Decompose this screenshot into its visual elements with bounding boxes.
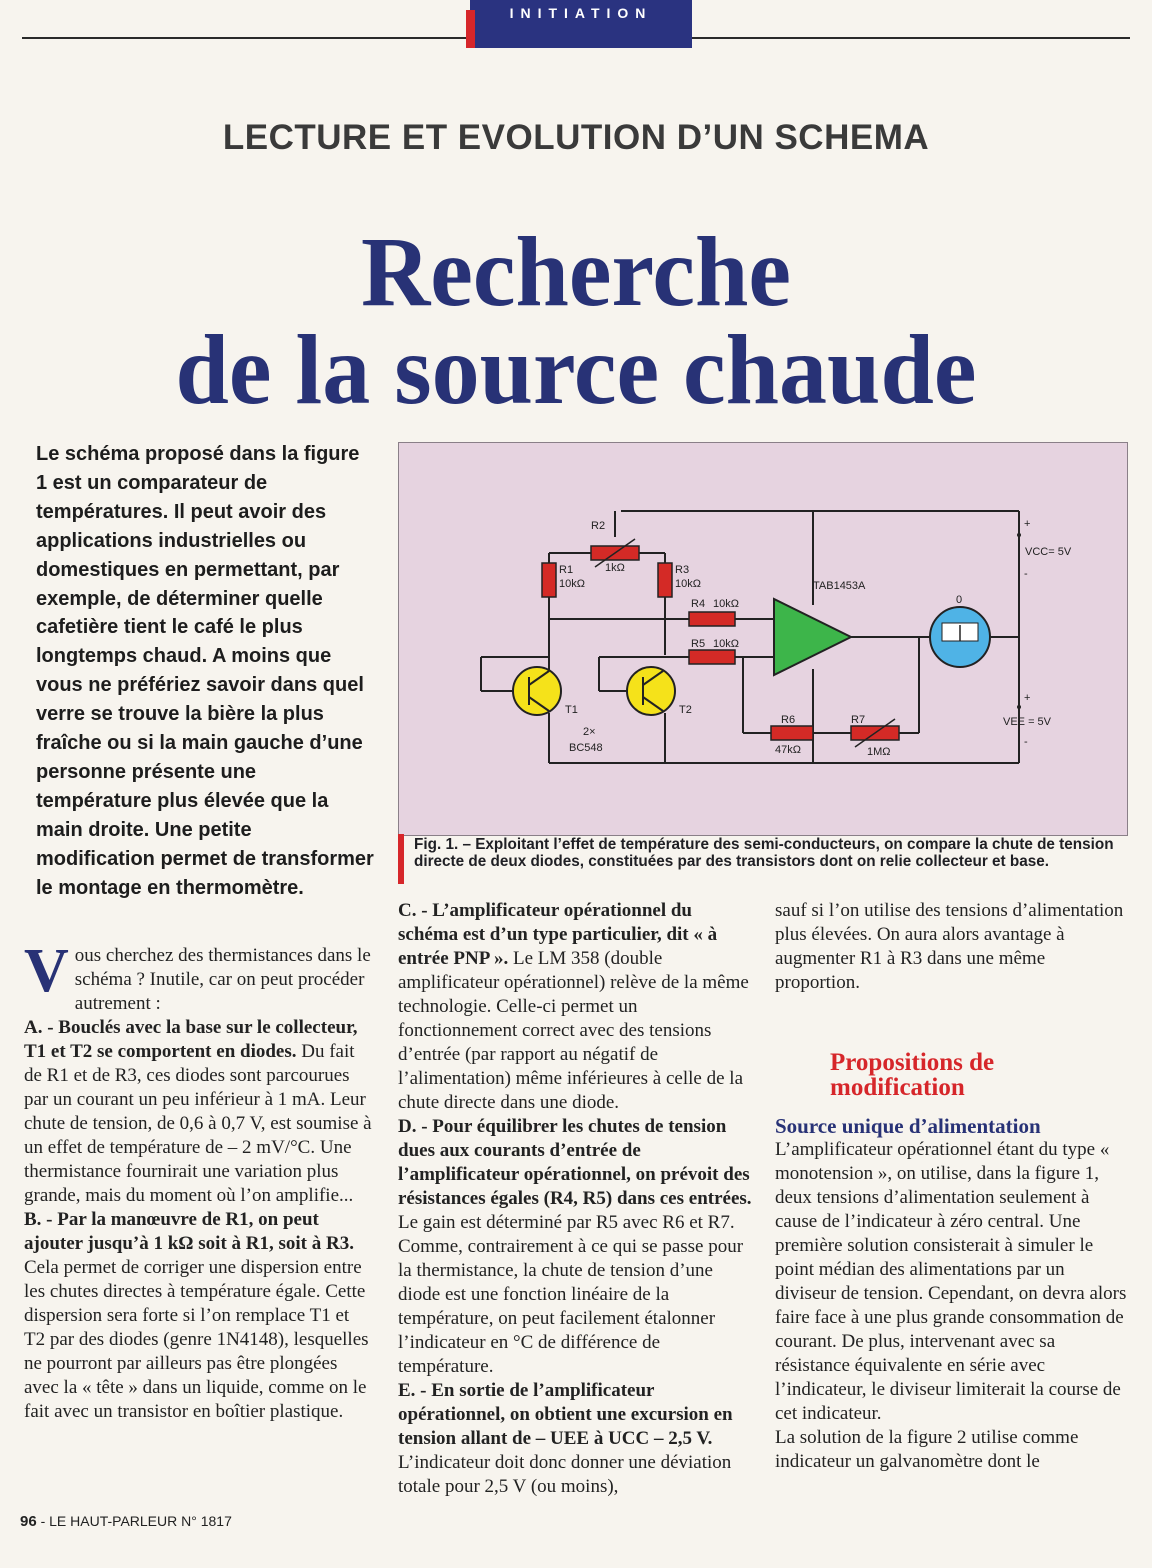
label-opamp: TAB1453A: [813, 580, 866, 592]
label-r3-value: 10kΩ: [675, 578, 701, 590]
col2-c-heading: C. - L’amplificateur opérationnel du schéma est d’un type particulier, dit « à entrée PNP ».: [398, 900, 718, 969]
col1-b-heading: B. - Par la manœuvre de R1, on peut ajouter jusqu’à 1 kΩ soit à R1, soit à R3.: [24, 1209, 354, 1254]
label-r7-value: 1MΩ: [867, 746, 891, 758]
col1-a-heading: A. - Bouclés avec la base sur le collecteur, T1 et T2 se comportent en diodes.: [24, 1017, 358, 1062]
col2-e-text: L’indicateur doit donc donner une déviation totale pour 2,5 V (ou moins),: [398, 1452, 732, 1497]
resistor-r3: [658, 563, 672, 597]
opamp: [774, 599, 851, 675]
page-footer: [20, 1513, 232, 1530]
col3-paragraph-1: sauf si l’on utilise des tensions d’alimentation plus élevées. On aura alors avantage à augmenter R1 à R3 dans une même proportion.: [775, 900, 1124, 993]
column-3: [775, 899, 1129, 995]
figure-1-caption: Fig. 1. – Exploitant l’effet de température des semi-conducteurs, on compare la chute de tension directe de deux diodes, constituées par des transistors dont on relie collecteur et base.: [414, 836, 1114, 870]
title-line-2: de la source chaude: [175, 314, 977, 425]
section-tab-accent: [475, 37, 692, 48]
resistor-r1: [542, 563, 556, 597]
magazine-name: - LE HAUT-PARLEUR N° 1817: [36, 1513, 232, 1529]
label-transistor-qty: 2×: [583, 726, 596, 738]
label-r2: R2: [591, 520, 606, 532]
circuit-diagram: [399, 443, 1127, 835]
label-vee-plus: +: [1024, 692, 1031, 704]
label-vee: VEE = 5V: [1003, 716, 1052, 728]
label-vcc-plus: +: [1024, 518, 1031, 530]
col2-c-text: Le LM 358 (double amplificateur opérationnel) relève de la même technologie. Celle-ci permet un fonctionnement correct avec des tensions d’entrée (par rapport au négatif de l’alimentation) même inférieures à celle de la chute directe dans une diode.: [398, 948, 749, 1113]
section-tab: INITIATION: [470, 0, 692, 37]
label-r5: R5: [691, 638, 706, 650]
col1-b-text: Cela permet de corriger une dispersion entre les chutes directes à température égale. Cette dispersion sera forte si l’on remplace T1 et T2 par des diodes (genre 1N4148), lesquelles ne pourront par ailleurs pas être plongées avec la « tête » dans un liquide, comme on le fait avec un transistor en boîtier plastique.: [24, 1257, 369, 1422]
section-tab-red-marker: [466, 10, 475, 48]
lead-paragraph: Le schéma proposé dans la figure 1 est un comparateur de températures. Il peut avoir des applications industrielles ou domestiques en permettant, par exemple, de déterminer quelle cafetière tient le café le plus longtemps chaud. A moins que vous ne préfériez savoir dans quel verre se trouve la bière la plus fraîche ou si la main gauche d’une personne présente une température plus élevée que la main droite. Une petite modification permet de transformer le montage en thermomètre.: [36, 443, 374, 899]
label-r1-value: 10kΩ: [559, 578, 585, 590]
label-r6: R6: [781, 714, 796, 726]
subheading-source-unique: Source unique d’alimentation: [775, 1114, 1041, 1138]
section-heading-propositions: Propositions de modification: [830, 1049, 995, 1101]
title-line-1: Recherche: [360, 216, 792, 327]
col2-e-heading: E. - En sortie de l’amplificateur opérationnel, on obtient une excursion en tension allant de – UEE à UCC – 2,5 V.: [398, 1380, 733, 1449]
label-r4: R4: [691, 598, 706, 610]
col2-d-heading: D. - Pour équilibrer les chutes de tension dues aux courants d’entrée de l’amplificateur opérationnel, on prévoit des résistances égales (R4, R5) dans ces entrées.: [398, 1116, 752, 1209]
kicker: LECTURE ET EVOLUTION D’UN SCHEMA: [222, 118, 930, 157]
col3-paragraph-2: L’amplificateur opérationnel étant du type « monotension », on utilise, dans la figure 1, deux tensions d’alimentation seulement à cause de l’indicateur à zéro central. Une première solution consisterait à simuler le point médian des alimentations par un diviseur de tension. Cependant, on devra alors faire face à une plus grande consommation de courant. De plus, intervenant avec sa résistance équivalente en série avec l’indicateur, le diviseur limiterait la course de cet indicateur.: [775, 1139, 1127, 1424]
label-r2-value: 1kΩ: [605, 562, 625, 574]
label-r1: R1: [559, 564, 574, 576]
column-3-continued: [775, 1114, 1129, 1474]
label-r3: R3: [675, 564, 690, 576]
label-r4-value: 10kΩ: [713, 598, 739, 610]
label-t1: T1: [565, 704, 578, 716]
column-2: [398, 899, 752, 1499]
label-transistor-ref: BC548: [569, 742, 603, 754]
label-meter-zero: 0: [956, 594, 963, 606]
figure-1-schematic: [398, 442, 1128, 836]
label-t2: T2: [679, 704, 692, 716]
label-r7: R7: [851, 714, 866, 726]
resistor-r4: [689, 612, 735, 626]
page-number: 96: [20, 1513, 37, 1530]
col2-d-text: Le gain est déterminé par R5 avec R6 et R7. Comme, contrairement à ce qui se passe pour la thermistance, la chute de tension d’une diode est une fonction linéaire de la température, on peut facilement étalonner l’indicateur en °C de différence de température.: [398, 1212, 744, 1377]
caption-marker: [398, 834, 404, 884]
label-r5-value: 10kΩ: [713, 638, 739, 650]
column-1: [24, 937, 374, 1424]
transistor-t1: [513, 667, 561, 715]
col3-paragraph-3: La solution de la figure 2 utilise comme indicateur un galvanomètre dont le: [775, 1427, 1079, 1472]
resistor-r5: [689, 650, 735, 664]
col1-a-text: Du fait de R1 et de R3, ces diodes sont parcourues par un courant un peu inférieur à 1 mA. Leur chute de tension, de 0,6 à 0,7 V, est soumise à un effet de température de – 2 mV/°C. Une thermistance fournirait une variation plus grande, mais du moment où l’on amplifie...: [24, 1041, 372, 1206]
col1-intro: ous cherchez des thermistances dans le schéma ? Inutile, car on peut procéder autrement :: [74, 945, 371, 1014]
label-vee-minus: -: [1024, 736, 1028, 748]
transistor-t2: [627, 667, 675, 715]
label-vcc-minus: -: [1024, 568, 1028, 580]
dropcap: V: [24, 937, 69, 1005]
label-r6-value: 47kΩ: [775, 744, 801, 756]
resistor-r6: [771, 726, 813, 740]
label-vcc: VCC= 5V: [1025, 546, 1072, 558]
